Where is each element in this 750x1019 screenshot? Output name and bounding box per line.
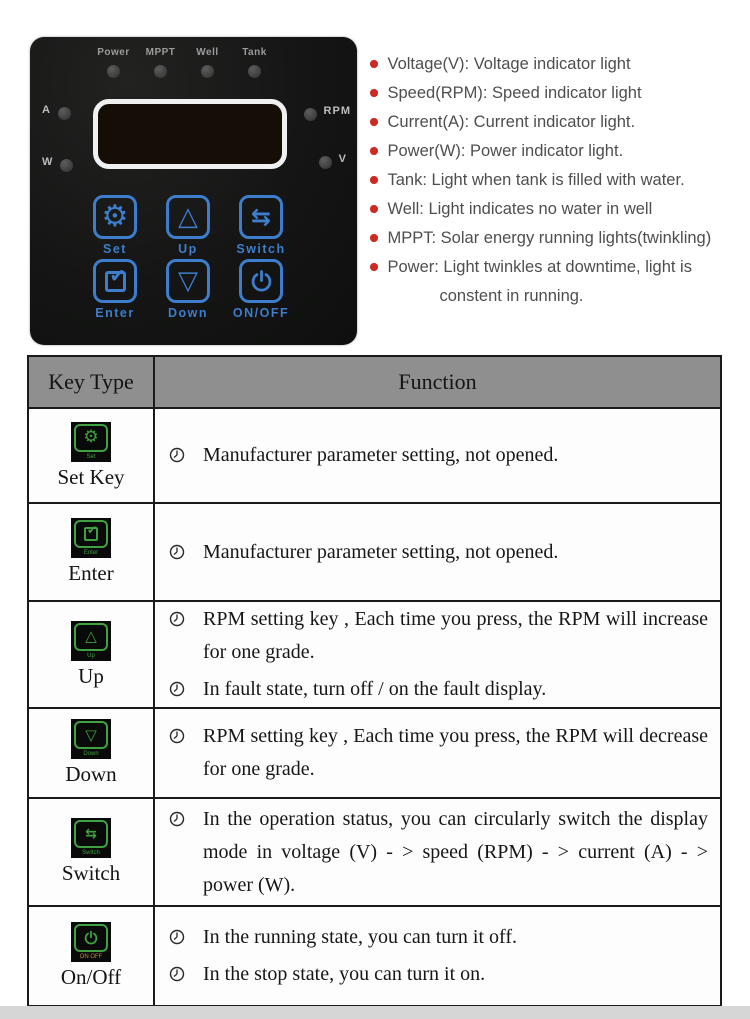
panel-button-label: ON/OFF	[232, 306, 290, 320]
legend-item	[370, 228, 742, 248]
indicator-current	[42, 100, 71, 120]
clock-bullet-icon	[169, 447, 185, 463]
key-icon-caption: Up	[87, 652, 95, 659]
table-row	[29, 797, 720, 905]
legend-item	[370, 257, 742, 306]
legend-text: Power: Light twinkles at downtime, light is constent in running.	[387, 258, 692, 305]
gear-icon: ⚙	[101, 199, 129, 234]
key-type-cell	[29, 409, 155, 502]
clock-bullet-icon	[169, 544, 185, 560]
triangle-up-icon: △	[178, 202, 198, 232]
current-label: A	[42, 104, 51, 116]
key-label: Switch	[61, 861, 121, 885]
key-label: Enter	[68, 561, 114, 585]
function-cell	[155, 504, 720, 600]
function-text: In the operation status, you can circularly switch the display mode in voltage (V) - > speed (RPM) - > current (A) - > power (W).	[203, 807, 708, 896]
triangle-down-icon: ▽	[85, 725, 97, 744]
bullet-icon	[370, 118, 378, 126]
led-dot-icon	[107, 65, 120, 78]
key-icon-triangle-down	[71, 719, 111, 759]
power-w-led-icon	[60, 159, 73, 172]
panel-button-set	[93, 195, 137, 259]
function-item	[167, 803, 708, 902]
clock-bullet-icon	[169, 728, 185, 744]
enter-checkbox-icon	[105, 264, 126, 292]
panel-button-label: Up	[178, 242, 198, 256]
function-text: RPM setting key , Each time you press, the RPM will decrease for one grade.	[203, 725, 708, 780]
rpm-label: RPM	[323, 105, 351, 117]
led-dot-icon	[201, 65, 214, 78]
function-text: RPM setting key , Each time you press, the RPM will increase for one grade.	[203, 608, 708, 663]
key-type-cell	[29, 709, 155, 797]
function-text: In fault state, turn off / on the fault display.	[203, 678, 547, 700]
key-label: Down	[65, 762, 117, 786]
function-item	[167, 439, 708, 472]
function-text: Manufacturer parameter setting, not opened.	[203, 444, 559, 466]
legend-item	[370, 170, 742, 190]
legend-text: Power(W): Power indicator light.	[387, 142, 624, 160]
panel-button-label: Enter	[95, 306, 135, 320]
function-text: Manufacturer parameter setting, not opened.	[203, 540, 559, 563]
indicator-legend	[370, 54, 742, 315]
led-label: Power	[97, 47, 130, 58]
switch-arrows-icon: ⇆	[250, 203, 272, 231]
clock-bullet-icon	[169, 681, 185, 697]
current-led-icon	[58, 107, 71, 120]
bullet-icon	[370, 60, 378, 68]
key-icon-caption: Set	[86, 453, 96, 460]
indicator-rpm	[304, 101, 351, 121]
led-well	[184, 47, 231, 78]
table-body	[29, 407, 720, 1005]
function-item	[167, 673, 708, 706]
triangle-up-icon: △	[85, 627, 97, 645]
function-text: In the running state, you can turn it off.	[203, 926, 518, 948]
function-item	[167, 921, 708, 954]
voltage-led-icon	[319, 156, 332, 169]
function-cell	[155, 409, 720, 502]
switch-arrows-icon: ⇆	[85, 826, 97, 842]
indicator-led-row	[90, 47, 278, 78]
function-cell	[155, 907, 720, 1005]
key-icon-triangle-up	[71, 621, 111, 661]
table-row	[29, 407, 720, 502]
legend-item	[370, 199, 742, 219]
panel-button-down	[166, 259, 210, 323]
function-item	[167, 720, 708, 786]
legend-text-continuation: constent in running.	[439, 287, 584, 305]
panel-button-face	[166, 259, 210, 303]
table-header-row	[29, 357, 720, 407]
key-type-header: Key Type	[29, 357, 155, 407]
key-icon-enter	[71, 518, 111, 558]
bullet-icon	[370, 205, 378, 213]
key-icon-caption: Switch	[82, 850, 100, 856]
legend-text: Voltage(V): Voltage indicator light	[387, 55, 631, 73]
key-icon-frame	[74, 623, 108, 651]
checkmark-icon: ✔	[109, 264, 126, 287]
function-item	[167, 958, 708, 991]
key-icon-frame	[74, 924, 108, 952]
checkmark-icon: ✔	[87, 523, 98, 537]
legend-text: Tank: Light when tank is filled with water.	[387, 171, 685, 189]
key-icon-power	[71, 922, 111, 962]
key-label: On/Off	[60, 965, 122, 989]
legend-item	[370, 141, 742, 161]
voltage-label: V	[338, 153, 347, 165]
led-label: Tank	[242, 47, 267, 58]
key-type-cell	[29, 799, 155, 905]
bullet-icon	[370, 89, 378, 97]
legend-item	[370, 83, 742, 103]
function-cell	[155, 799, 720, 905]
panel-button-switch	[236, 195, 286, 259]
key-icon-frame	[74, 424, 108, 452]
legend-item	[370, 112, 742, 132]
rpm-led-icon	[304, 108, 317, 121]
clock-bullet-icon	[169, 966, 185, 982]
key-icon-switch	[71, 818, 111, 858]
led-label: MPPT	[145, 47, 176, 58]
function-cell	[155, 602, 720, 707]
footer-strip	[0, 1006, 750, 1019]
led-dot-icon	[248, 65, 261, 78]
function-table	[27, 355, 722, 1007]
key-icon-gear	[71, 422, 111, 462]
indicator-power-w	[42, 152, 73, 172]
key-type-cell	[29, 504, 155, 600]
table-row	[29, 600, 720, 707]
gear-icon: ⚙	[83, 427, 99, 447]
control-panel-photo	[30, 37, 357, 345]
panel-button-face	[166, 195, 210, 239]
table-row	[29, 502, 720, 600]
bullet-icon	[370, 234, 378, 242]
key-icon-frame	[74, 820, 108, 848]
key-type-cell	[29, 602, 155, 707]
clock-bullet-icon	[169, 611, 185, 627]
function-text: In the stop state, you can turn it on.	[203, 963, 486, 985]
bullet-icon	[370, 176, 378, 184]
led-label: Well	[196, 47, 219, 58]
panel-button-on-off	[232, 259, 290, 323]
panel-button-up	[166, 195, 210, 259]
legend-text: MPPT: Solar energy running lights(twinkling)	[387, 229, 712, 247]
led-tank	[231, 47, 278, 78]
table-row	[29, 707, 720, 797]
bullet-icon	[370, 263, 378, 271]
panel-button-face	[93, 259, 137, 303]
display-screen	[93, 99, 287, 169]
function-item	[167, 536, 708, 569]
panel-button-label: Down	[167, 306, 209, 320]
function-cell	[155, 709, 720, 797]
enter-checkbox-icon	[84, 523, 98, 541]
table-row	[29, 905, 720, 1005]
panel-button-face	[93, 195, 137, 239]
power-icon	[249, 269, 274, 294]
legend-text: Well: Light indicates no water in well	[387, 200, 653, 218]
key-type-cell	[29, 907, 155, 1005]
legend-item	[370, 54, 742, 74]
key-icon-frame	[74, 721, 108, 749]
panel-button-label: Set	[103, 242, 127, 256]
bullet-icon	[370, 147, 378, 155]
legend-text: Speed(RPM): Speed indicator light	[387, 84, 642, 102]
indicator-voltage	[319, 149, 347, 169]
function-header: Function	[398, 369, 477, 394]
key-icon-caption: ON OFF	[79, 954, 103, 960]
key-label: Up	[78, 663, 104, 688]
legend-text: Current(A): Current indicator light.	[387, 113, 636, 131]
panel-button-enter	[93, 259, 137, 323]
panel-button-face	[239, 259, 283, 303]
clock-bullet-icon	[169, 811, 185, 827]
panel-button-grid	[93, 195, 290, 323]
key-label: Set Key	[57, 464, 125, 489]
function-item	[167, 603, 708, 669]
led-dot-icon	[154, 65, 167, 78]
triangle-down-icon: ▽	[178, 266, 198, 296]
led-power	[90, 47, 137, 78]
panel-button-label: Switch	[236, 242, 286, 256]
key-icon-caption: Down	[83, 751, 99, 757]
panel-button-face	[239, 195, 283, 239]
led-mppt	[137, 47, 184, 78]
power-w-label: W	[42, 156, 54, 168]
clock-bullet-icon	[169, 929, 185, 945]
key-icon-caption: Enter	[83, 550, 99, 556]
